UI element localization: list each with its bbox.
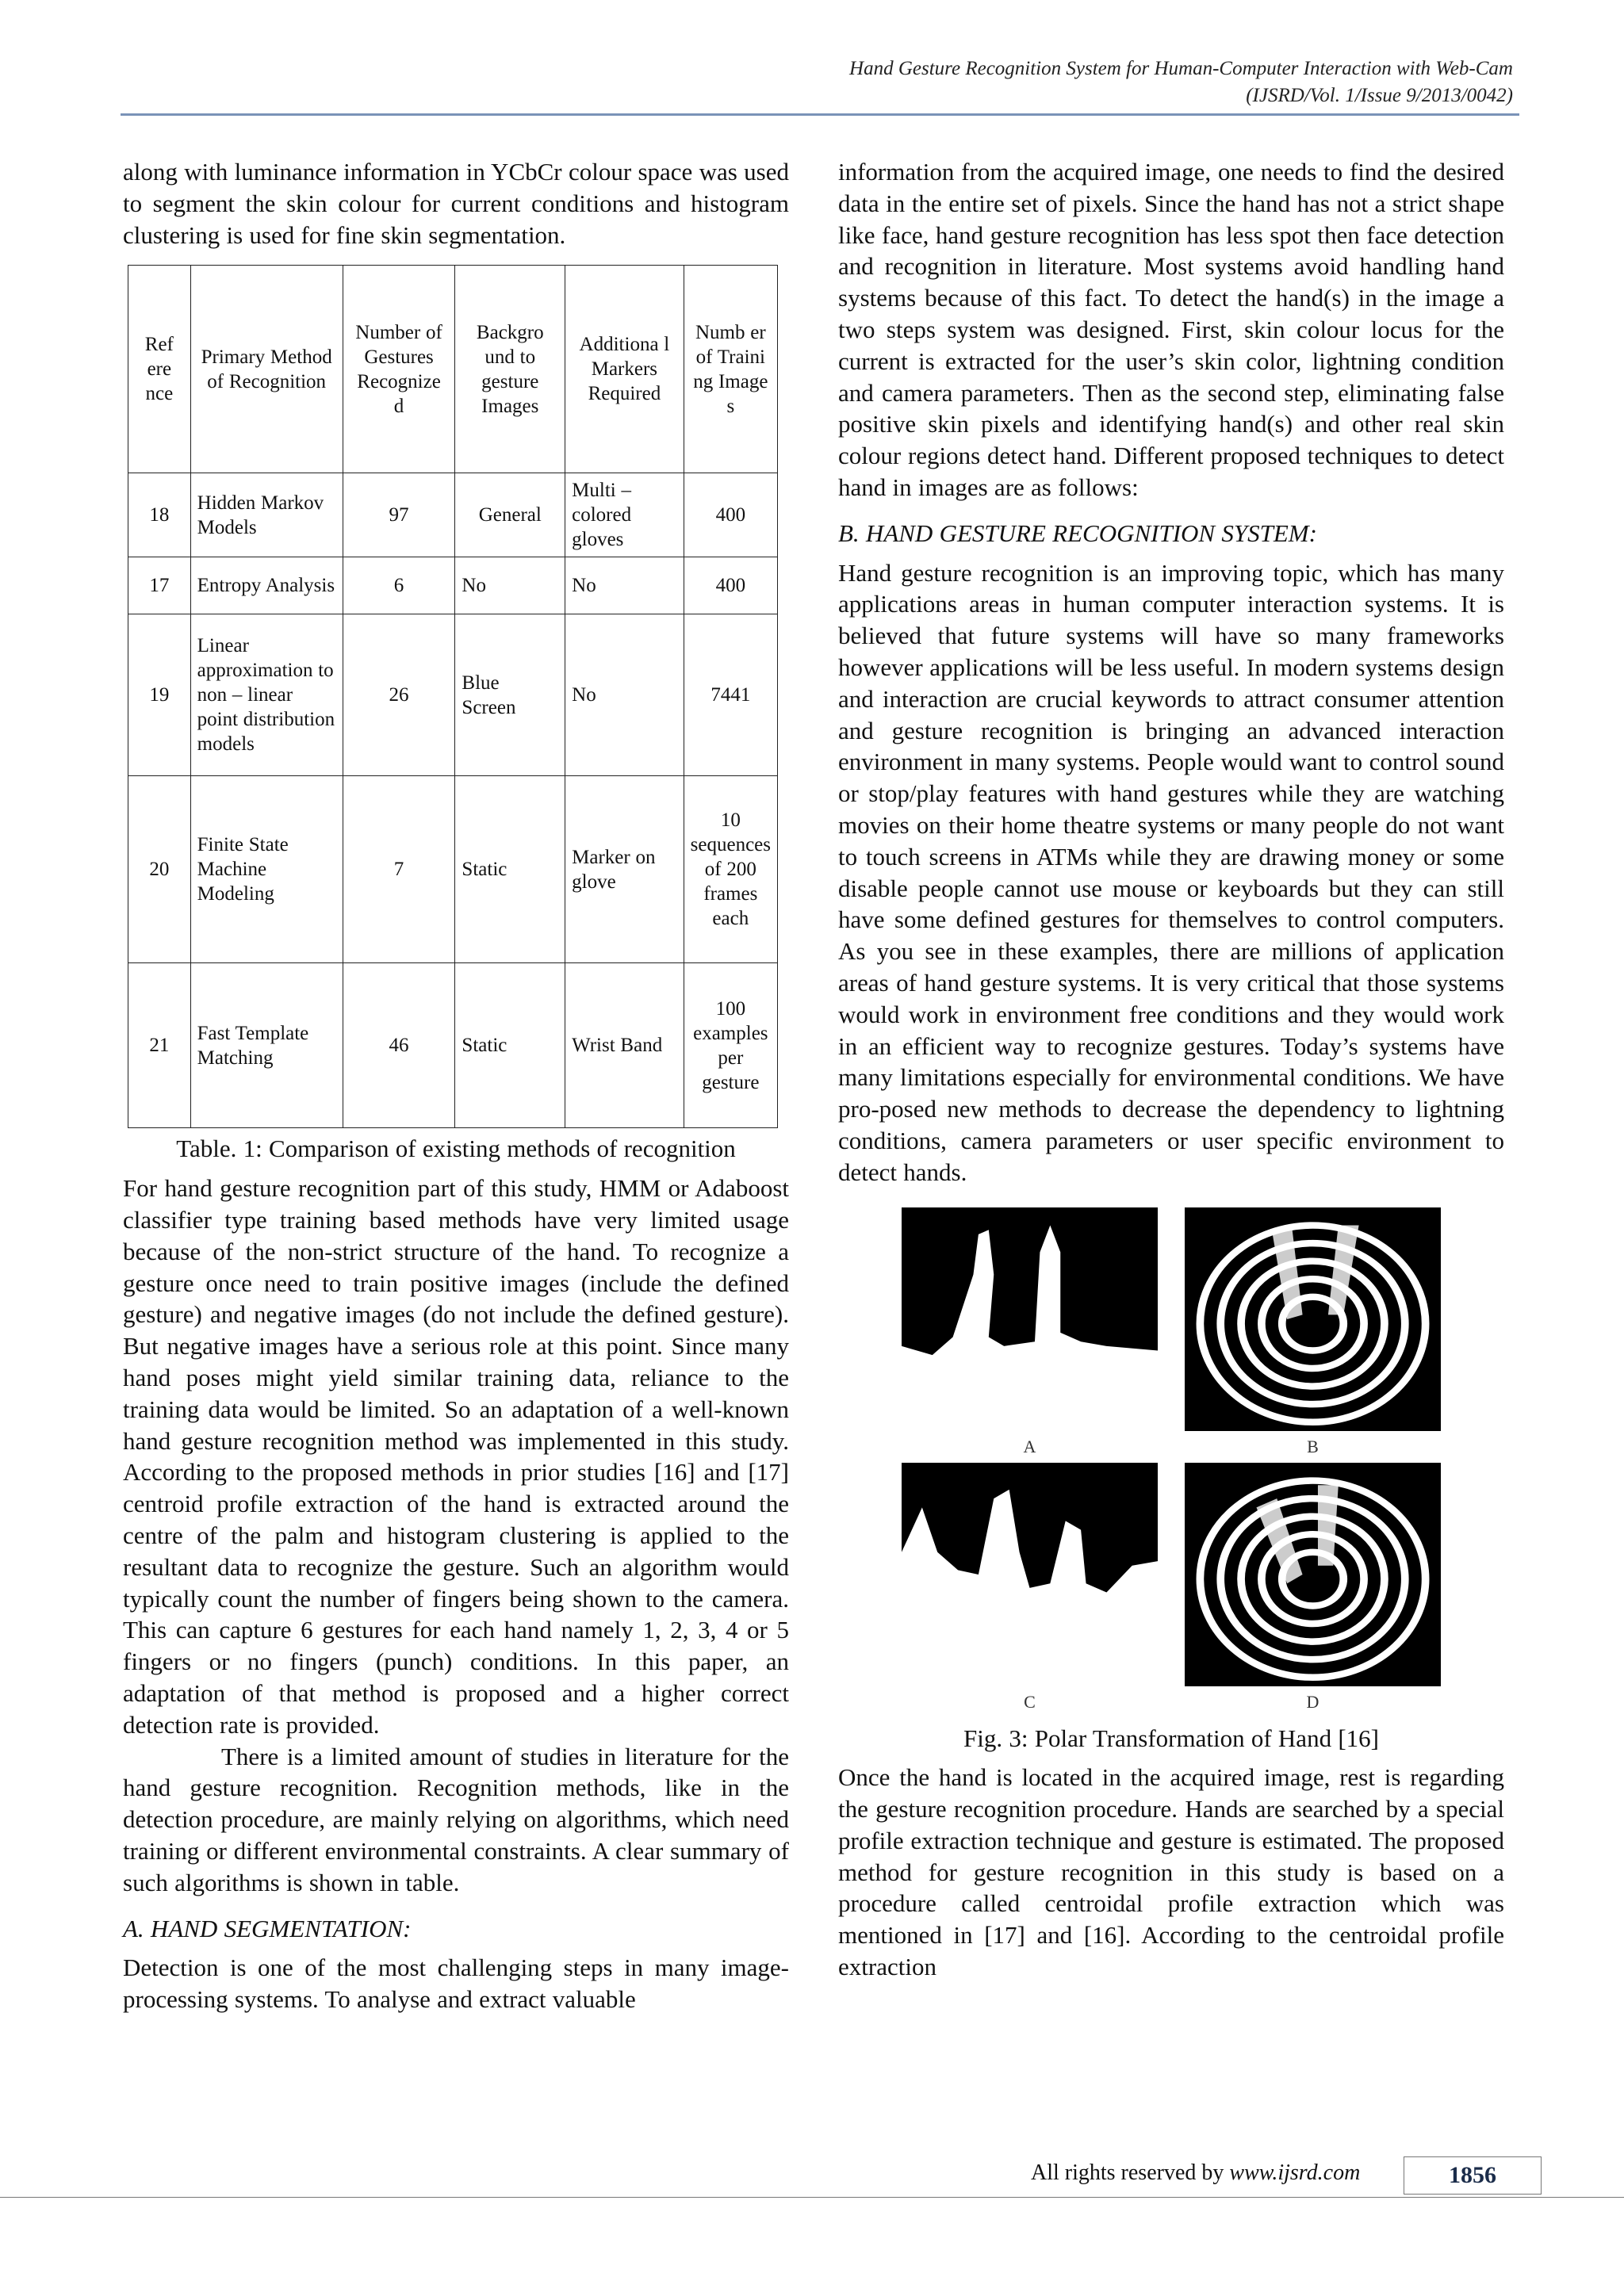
footer-divider xyxy=(0,2197,1624,2198)
figure-panel-b xyxy=(1185,1207,1441,1463)
paragraph-system: Hand gesture recognition is an improving topic, which has many applications areas in human computer interaction systems. It is believed that future systems will have so many frameworks however applications will be less useful. In modern systems design and interaction are crucial keywords to attract consumer attention and gesture recognition is bringing an advanced interaction environment in many systems. People would want to control sound or stop/play features with hand gestures while they are watching movies on their home theatre systems or many people do not want to touch screens in ATMs while they are drawing money or some disable people cannot use mouse or keyboards but they can still have some defined gestures for themselves to control computers. As you see in these examples, there are millions of application areas of hand gesture systems. It is very critical that those systems would work in environment free conditions and they would work in an efficient way to recognize gestures. Today’s systems have many limitations especially for environmental conditions. We have pro-posed new methods to decrease the dependency to lightning conditions, camera parameters or user specific environment to detect hands. xyxy=(838,558,1504,1186)
cell: Hidden Markov Models xyxy=(190,473,343,557)
paragraph-detection: Detection is one of the most challenging steps in many image-processing systems. To analyse and extract valuable xyxy=(123,1954,789,2014)
cell: Finite State Machine Modeling xyxy=(190,776,343,963)
left-column xyxy=(123,156,789,2015)
cell: 20 xyxy=(128,776,191,963)
paragraph-hand-located: Once the hand is located in the acquired image, rest is regarding the gesture recognition procedure. Hands are searched by a special profile extraction technique and gesture is estimated. The proposed method for gesture recognition in this study is based on a procedure called centroidal profile extraction which was mentioned in [17] and [16]. According to the centroidal profile extraction xyxy=(838,1763,1504,1981)
page-number: 1856 xyxy=(1404,2156,1542,2195)
comparison-table xyxy=(128,265,778,1128)
cell: 19 xyxy=(128,614,191,776)
cell: 97 xyxy=(343,473,455,557)
figure-panel-d xyxy=(1185,1463,1441,1718)
figure-caption: Fig. 3: Polar Transformation of Hand [16] xyxy=(963,1724,1379,1752)
cell: Fast Template Matching xyxy=(190,963,343,1128)
polar-rings-image xyxy=(1185,1463,1441,1686)
segmented-hand-image xyxy=(902,1463,1158,1686)
th-background: Backgro und to gesture Images xyxy=(455,266,565,473)
cell: 400 xyxy=(684,473,777,557)
cell: Static xyxy=(455,776,565,963)
paragraph-limited-studies: There is a limited amount of studies in literature for the hand gesture recognition. Recognition methods, like in the detection procedure, are mainly relying on algorithms, which need training or different environmental constraints. A clear summary of such algorithms is shown in table. xyxy=(123,1742,789,1896)
th-training-images: Numb er of Traini ng Image s xyxy=(684,266,777,473)
table-row xyxy=(128,473,778,557)
table-row xyxy=(128,614,778,776)
table-header-row xyxy=(128,266,778,473)
cell: 6 xyxy=(343,557,455,614)
footer-site-link[interactable]: www.ijsrd.com xyxy=(1229,2160,1361,2185)
running-header xyxy=(849,55,1513,109)
table-row xyxy=(128,776,778,963)
figure-label-c: C xyxy=(1024,1691,1036,1712)
cell: 7 xyxy=(343,776,455,963)
segmented-hand-image xyxy=(902,1207,1158,1431)
figure-panel-a xyxy=(902,1207,1158,1463)
footer-rights-text: All rights reserved by xyxy=(1031,2160,1230,2185)
footer-rights xyxy=(1031,2160,1360,2186)
figure-label-a: A xyxy=(1023,1436,1036,1456)
table-row xyxy=(128,963,778,1128)
cell: Multi – colored gloves xyxy=(565,473,684,557)
cell: 26 xyxy=(343,614,455,776)
cell: 7441 xyxy=(684,614,777,776)
section-heading-b: B. HAND GESTURE RECOGNITION SYSTEM: xyxy=(838,519,1317,547)
figure-label-b: B xyxy=(1307,1436,1319,1456)
cell: General xyxy=(455,473,565,557)
cell: 10 sequences of 200 frames each xyxy=(684,776,777,963)
header-divider xyxy=(121,113,1519,116)
cell: Wrist Band xyxy=(565,963,684,1128)
paragraph-hmm: For hand gesture recognition part of this study, HMM or Adaboost classifier type training based methods have very limited usage because of the non-strict structure of the hand. To recognize a gesture once need to train positive images (include the defined gesture) and negative images (do not include the defined gesture). But negative images have a serious role at this point. Since many hand poses might yield similar training data, reliance to the training data would be limited. So an adaptation of a well-known hand gesture recognition method was implemented in this study. According to the proposed methods in prior studies [16] and [17] centroid profile extraction of the hand is extracted around the centre of the palm and histogram clustering is applied to the resultant data to recognize the gesture. Such an algorithm would typically count the number of fingers being shown to the camera. This can capture 6 gestures for each hand namely 1, 2, 3, 4 or 5 fingers or no fingers (punch) conditions. In this paper, an adaptation of that method is proposed and a higher correct detection rate is provided. xyxy=(123,1174,789,1739)
figure-label-d: D xyxy=(1306,1691,1320,1712)
header-volume: (IJSRD/Vol. 1/Issue 9/2013/0042) xyxy=(1246,85,1513,106)
header-title: Hand Gesture Recognition System for Human-Computer Interaction with Web-Cam xyxy=(849,58,1513,79)
cell: 400 xyxy=(684,557,777,614)
cell: No xyxy=(565,557,684,614)
cell: Static xyxy=(455,963,565,1128)
right-column xyxy=(838,156,1504,1983)
th-reference: Ref ere nce xyxy=(128,266,191,473)
table-caption: Table. 1: Comparison of existing methods of recognition xyxy=(176,1135,736,1163)
cell: No xyxy=(565,614,684,776)
cell: 46 xyxy=(343,963,455,1128)
cell: 17 xyxy=(128,557,191,614)
cell: 21 xyxy=(128,963,191,1128)
figure-panel-c xyxy=(902,1463,1158,1718)
table-row xyxy=(128,557,778,614)
paragraph-information: information from the acquired image, one needs to find the desired data in the entire set of pixels. Since the hand has not a strict shape like face, hand gesture recognition has less spot then face detection and recognition in literature. Most systems avoid handling hand systems because of this fact. To detect the hand(s) in the image a two steps system was designed. First, skin colour locus for the current is extracted for the user’s skin color, lightning condition and camera parameters. Then as the second step, eliminating false positive skin pixels and identifying hand(s) and other real skin colour regions detect hand. Different proposed techniques to detect hand in images are as follows: xyxy=(838,158,1504,501)
cell: Blue Screen xyxy=(455,614,565,776)
cell: Entropy Analysis xyxy=(190,557,343,614)
figure-polar-transformation xyxy=(902,1207,1441,1718)
th-primary-method: Primary Method of Recognition xyxy=(190,266,343,473)
th-num-gestures: Number of Gestures Recognize d xyxy=(343,266,455,473)
cell: 18 xyxy=(128,473,191,557)
th-markers: Additiona l Markers Required xyxy=(565,266,684,473)
cell: Linear approximation to non – linear point distribution models xyxy=(190,614,343,776)
cell: Marker on glove xyxy=(565,776,684,963)
cell: 100 examples per gesture xyxy=(684,963,777,1128)
paragraph-intro: along with luminance information in YCbCr colour space was used to segment the skin colour for current conditions and histogram clustering is used for fine skin segmentation. xyxy=(123,158,789,249)
cell: No xyxy=(455,557,565,614)
section-heading-a: A. HAND SEGMENTATION: xyxy=(123,1914,412,1942)
polar-rings-image xyxy=(1185,1207,1441,1431)
